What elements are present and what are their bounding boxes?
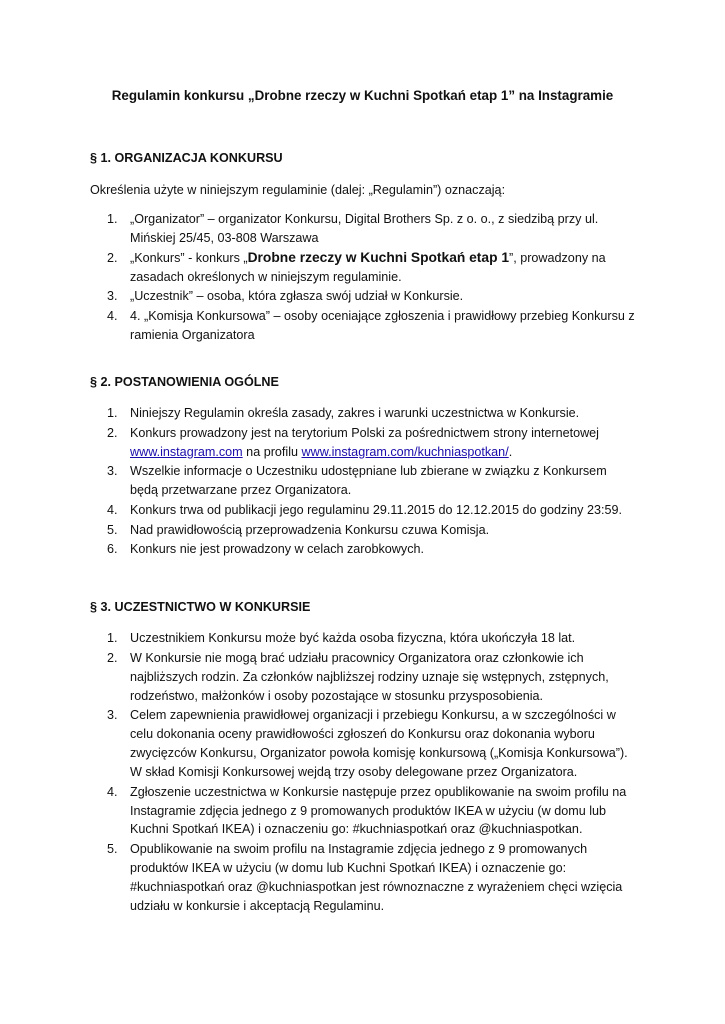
section-1-list bbox=[90, 210, 635, 346]
instagram-link[interactable]: www.instagram.com bbox=[130, 444, 243, 459]
list-item bbox=[90, 424, 635, 462]
list-item bbox=[90, 649, 635, 706]
list-item-text: Wszelkie informacje o Uczestniku udostępniane lub zbierane w związku z Konkursem będą przetwarzane przez Organizatora. bbox=[130, 464, 607, 498]
list-item-text: „Organizator” – organizator Konkursu, Digital Brothers Sp. z o. o., z siedzibą przy ul. Mińskiej 25/45, 03-808 Warszawa bbox=[130, 212, 599, 245]
list-item-number: 5. bbox=[107, 522, 118, 537]
list-item-text: Niniejszy Regulamin określa zasady, zakres i warunki uczestnictwa w Konkursie. bbox=[130, 406, 580, 420]
list-item bbox=[90, 540, 635, 559]
list-item-text: Nad prawidłowością przeprowadzenia Konkursu czuwa Komisja. bbox=[130, 522, 490, 537]
list-item-text-suffix: ”, prowadzony na zasadach określonych w niniejszym regulaminie. bbox=[130, 250, 606, 284]
list-item-text: Zgłoszenie uczestnictwa w Konkursie następuje przez opublikowanie na swoim profilu na Instagramie zdjęcia jednego z 9 promowanych produktów IKEA w użyciu (w domu lub Kuchni Spotkań IKEA) i oznaczeniu go: #kuchniaspotkań oraz @kuchniaspotkan. bbox=[130, 784, 627, 837]
list-item bbox=[90, 501, 635, 520]
list-item-text: 4. „Komisja Konkursowa” – osoby oceniające zgłoszenia i prawidłowy przebieg Konkursu z ramienia Organizatora bbox=[130, 308, 635, 342]
list-item-number: 1. bbox=[107, 631, 118, 645]
section-2-heading: § 2. POSTANOWIENIA OGÓLNE bbox=[90, 375, 279, 389]
list-item-number: 2. bbox=[107, 250, 118, 265]
list-item-number: 2. bbox=[107, 425, 118, 440]
list-item bbox=[90, 462, 635, 500]
list-item-text-suffix: . bbox=[508, 444, 513, 459]
list-item-number: 3. bbox=[107, 289, 118, 304]
list-item bbox=[90, 210, 635, 248]
instagram-profile-link[interactable]: www.instagram.com/kuchniaspotkan/ bbox=[301, 444, 509, 459]
list-item-text: Opublikowanie na swoim profilu na Instagramie zdjęcia jednego z 9 promowanych produktów IKEA w użyciu (w domu lub Kuchni Spotkań IKEA) i oznaczenie go: #kuchniaspotkań oraz @kuchniaspotkan jest równoznaczne z wyrażeniem chęci wzięcia udziału w konkursie i akceptacją Regulaminu. bbox=[130, 842, 623, 913]
section-3-heading: § 3. UCZESTNICTWO W KONKURSIE bbox=[90, 600, 311, 614]
list-item-number: 3. bbox=[107, 708, 118, 723]
list-item-text-prefix: „Konkurs” - konkurs „ bbox=[130, 250, 248, 265]
list-item-number: 3. bbox=[107, 464, 118, 479]
list-item bbox=[90, 307, 635, 345]
list-item bbox=[90, 840, 635, 916]
list-item-number: 1. bbox=[107, 406, 118, 420]
list-item-number: 2. bbox=[107, 650, 118, 665]
section-1-heading: § 1. ORGANIZACJA KONKURSU bbox=[90, 151, 283, 165]
section-3-list bbox=[90, 629, 635, 917]
list-item bbox=[90, 629, 635, 648]
list-item-number: 6. bbox=[107, 542, 118, 557]
list-item-text: „Uczestnik” – osoba, która zgłasza swój udział w Konkursie. bbox=[130, 289, 464, 304]
list-item-number: 4. bbox=[107, 784, 118, 799]
list-item bbox=[90, 521, 635, 540]
list-item-number: 4. bbox=[107, 308, 118, 323]
list-item-text: Celem zapewnienia prawidłowej organizacji i przebiegu Konkursu, a w szczególności w celu dokonania oceny prawidłowości zgłoszeń do Konkursu oraz dokonania wyboru zwycięzców Konkursu, Organizator powoła komisję konkursową („Komisja Konkursowa”). W skład Komisji Konkursowej wejdą trzy osoby delegowane przez Organizatora. bbox=[130, 708, 628, 779]
document-title: Regulamin konkursu „Drobne rzeczy w Kuchni Spotkań etap 1” na Instagramie bbox=[111, 88, 614, 103]
list-item bbox=[90, 249, 635, 287]
list-item bbox=[90, 706, 635, 782]
list-item-text: Konkurs trwa od publikacji jego regulaminu 29.11.2015 do 12.12.2015 do godziny 23:59. bbox=[130, 502, 622, 517]
list-item-text-middle: na profilu bbox=[242, 444, 302, 459]
section-2-list bbox=[90, 404, 635, 560]
list-item-number: 4. bbox=[107, 502, 118, 517]
list-item-text-prefix: Konkurs prowadzony jest na terytorium Polski za pośrednictwem strony internetowej bbox=[130, 425, 599, 440]
list-item bbox=[90, 404, 635, 423]
list-item bbox=[90, 287, 635, 306]
list-item-number: 1. bbox=[107, 212, 118, 226]
list-item-text: Konkurs nie jest prowadzony w celach zarobkowych. bbox=[130, 542, 424, 557]
list-item-text: Uczestnikiem Konkursu może być każda osoba fizyczna, która ukończyła 18 lat. bbox=[130, 631, 576, 645]
section-1-intro: Określenia użyte w niniejszym regulaminie (dalej: „Regulamin”) oznaczają: bbox=[90, 183, 506, 197]
list-item bbox=[90, 783, 635, 840]
list-item-number: 5. bbox=[107, 842, 118, 857]
list-item-text: W Konkursie nie mogą brać udziału pracownicy Organizatora oraz członkowie ich najbliższych rodzin. Za członków najbliższej rodziny uznaje się wstępnych, zstępnych, rodzeństwo, małżonków i osoby pozostające w stosunku przysposobienia. bbox=[130, 650, 609, 703]
contest-name: Drobne rzeczy w Kuchni Spotkań etap 1 bbox=[247, 249, 510, 265]
